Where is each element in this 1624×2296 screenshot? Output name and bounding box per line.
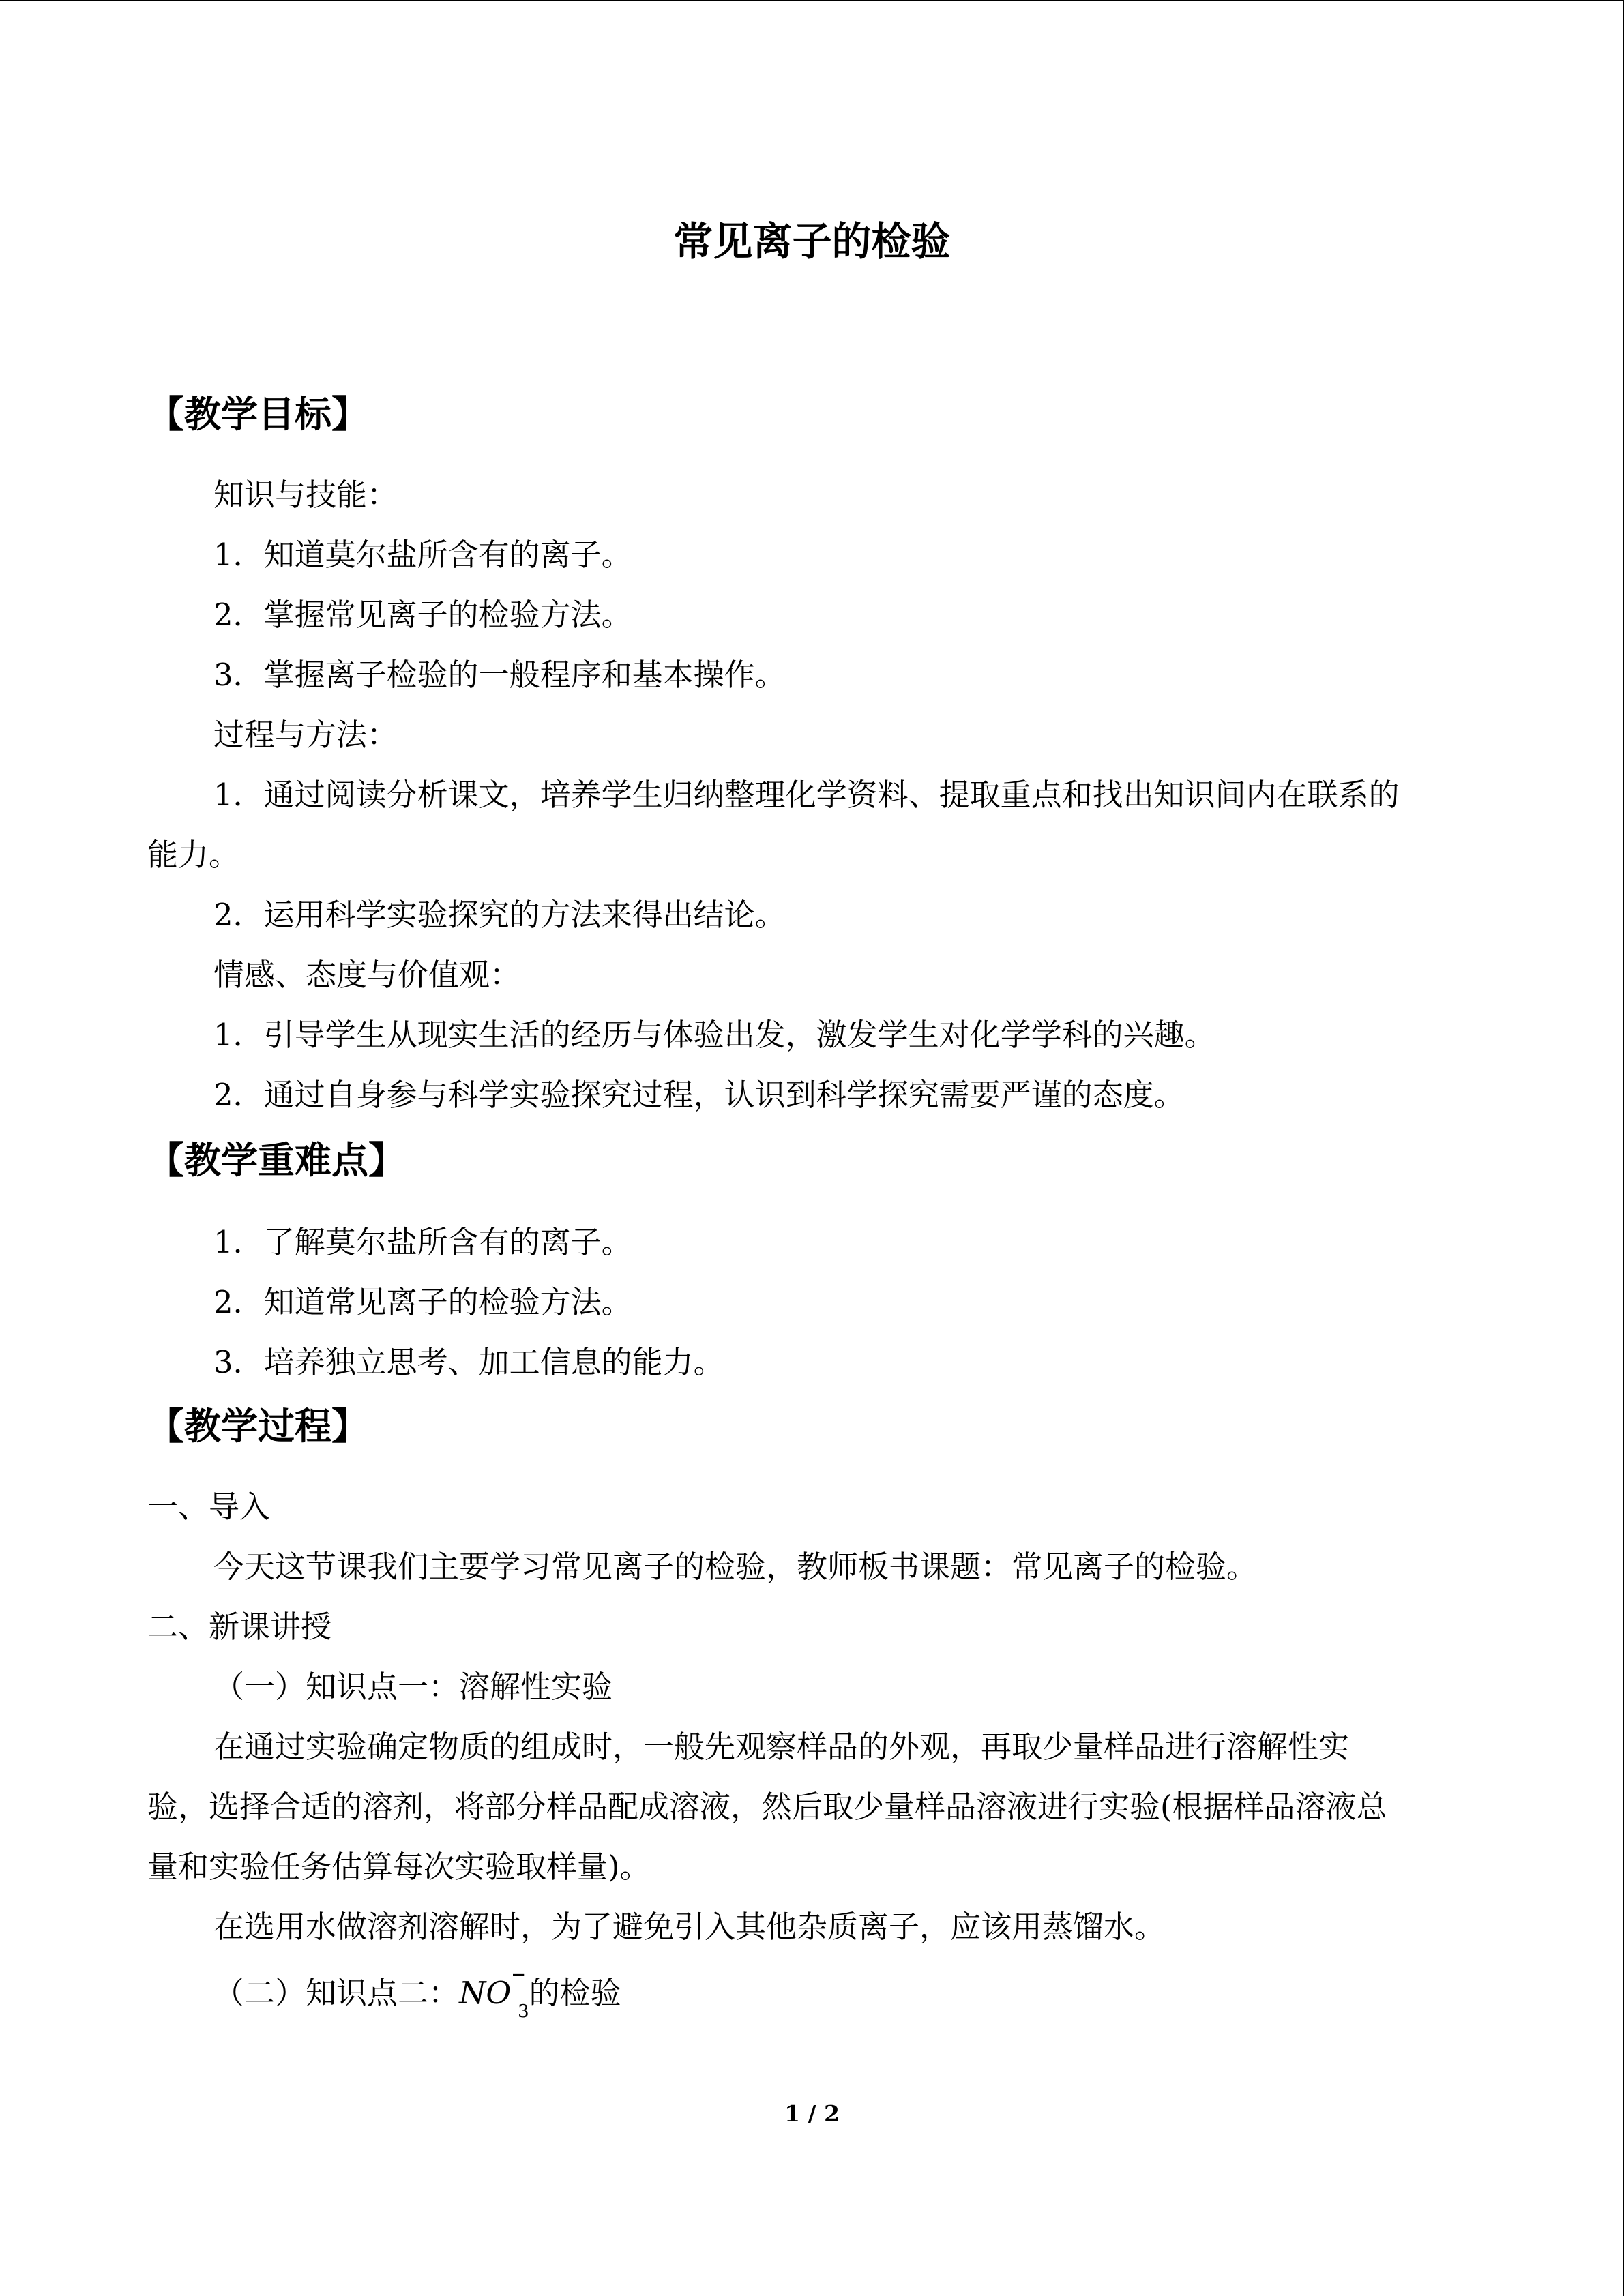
knowledge-point-2-suffix: 的检验 bbox=[529, 1975, 621, 2011]
nitrate-ion-formula bbox=[459, 1965, 529, 2022]
page-title: 常见离子的检验 bbox=[673, 218, 951, 265]
knowledge-point-1-label: （一）知识点一：溶解性实验 bbox=[213, 1669, 613, 1705]
knowledge-item-2: 2．掌握常见离子的检验方法。 bbox=[213, 597, 632, 633]
new-lesson-label: 二、新课讲授 bbox=[147, 1609, 332, 1645]
key-point-item-2: 2．知道常见离子的检验方法。 bbox=[213, 1284, 632, 1320]
section-heading-key-points: 【教学重难点】 bbox=[147, 1139, 405, 1182]
page-number: 1 / 2 bbox=[784, 2100, 840, 2127]
nitrate-ion-subscript: 3 bbox=[518, 2001, 529, 2022]
attitude-label: 情感、态度与价值观： bbox=[213, 957, 521, 993]
knowledge-point-2-prefix: （二）知识点二： bbox=[213, 1975, 460, 2011]
knowledge-point-1-paragraph-2: 在选用水做溶剂溶解时，为了避免引入其他杂质离子，应该用蒸馏水。 bbox=[213, 1909, 1166, 1945]
knowledge-item-1: 1．知道莫尔盐所含有的离子。 bbox=[213, 537, 632, 573]
knowledge-item-3: 3．掌握离子检验的一般程序和基本操作。 bbox=[213, 657, 786, 693]
key-point-item-1: 1．了解莫尔盐所含有的离子。 bbox=[213, 1224, 632, 1260]
knowledge-label: 知识与技能： bbox=[213, 477, 398, 513]
attitude-item-2: 2．通过自身参与科学实验探究过程，认识到科学探究需要严谨的态度。 bbox=[213, 1077, 1185, 1113]
attitude-item-1: 1．引导学生从现实生活的经历与体验出发，激发学生对化学学科的兴趣。 bbox=[213, 1017, 1215, 1053]
process-method-item-1: 1．通过阅读分析课文，培养学生归纳整理化学资料、提取重点和找出知识间内在联系的 bbox=[213, 777, 1400, 813]
intro-text: 今天这节课我们主要学习常见离子的检验，教师板书课题：常见离子的检验。 bbox=[213, 1549, 1258, 1585]
intro-label: 一、导入 bbox=[147, 1489, 271, 1525]
process-method-item-1-cont: 能力。 bbox=[147, 837, 240, 873]
key-point-item-3: 3．培养独立思考、加工信息的能力。 bbox=[213, 1344, 724, 1380]
section-heading-objectives: 【教学目标】 bbox=[147, 393, 368, 436]
section-heading-process: 【教学过程】 bbox=[147, 1405, 368, 1448]
nitrate-ion-symbol: NO bbox=[459, 1975, 512, 2011]
process-method-label: 过程与方法： bbox=[213, 717, 398, 753]
knowledge-point-1-paragraph-1: 在通过实验确定物质的组成时，一般先观察样品的外观，再取少量样品进行溶解性实 bbox=[213, 1729, 1350, 1765]
knowledge-point-2-label bbox=[213, 1965, 621, 2027]
nitrate-ion-scripts bbox=[511, 1965, 529, 2027]
knowledge-point-1-paragraph-1-cont2: 量和实验任务估算每次实验取样量)。 bbox=[147, 1849, 651, 1885]
knowledge-point-1-paragraph-1-cont: 验，选择合适的溶剂，将部分样品配成溶液，然后取少量样品溶液进行实验(根据样品溶液总 bbox=[147, 1789, 1387, 1825]
process-method-item-2: 2．运用科学实验探究的方法来得出结论。 bbox=[213, 897, 786, 933]
nitrate-ion-charge: − bbox=[511, 1965, 527, 1985]
